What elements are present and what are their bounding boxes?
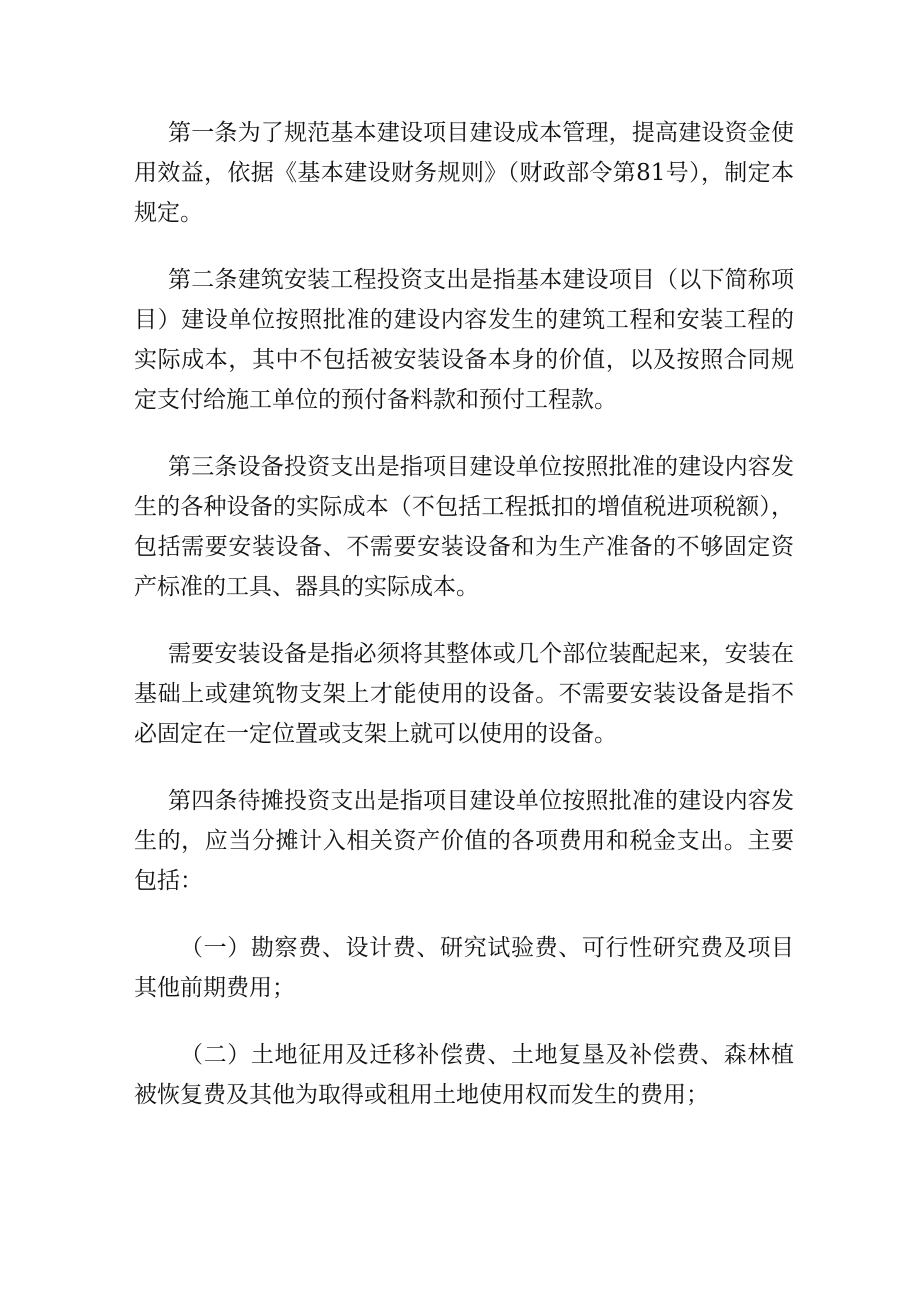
equipment-definition-paragraph: 需要安装设备是指必须将其整体或几个部位装配起来，安装在基础上或建筑物支架上才能使用的设备。不需要安装设备是指不必固定在一定位置或支架上就可以使用的设备。 <box>134 641 794 747</box>
article-1-paragraph: 第一条为了规范基本建设项目建设成本管理，提高建设资金使用效益，依据《基本建设财务规则》（财政部令第81号），制定本规定。 <box>134 120 794 226</box>
article-3-paragraph: 第三条设备投资支出是指项目建设单位按照批准的建设内容发生的各种设备的实际成本（不包括工程抵扣的增值税进项税额），包括需要安装设备、不需要安装设备和为生产准备的不够固定资产标准的工具、器具的实际成本。 <box>134 454 794 600</box>
document-body <box>134 113 794 1142</box>
article-2-paragraph: 第二条建筑安装工程投资支出是指基本建设项目（以下简称项目）建设单位按照批准的建设内容发生的建筑工程和安装工程的实际成本，其中不包括被安装设备本身的价值，以及按照合同规定支付给施工单位的预付备料款和预付工程款。 <box>134 267 794 413</box>
article-4-paragraph: 第四条待摊投资支出是指项目建设单位按照批准的建设内容发生的，应当分摊计入相关资产价值的各项费用和税金支出。主要包括： <box>134 788 794 894</box>
list-item-2: （二）土地征用及迁移补偿费、土地复垦及补偿费、森林植被恢复费及其他为取得或租用土地使用权而发生的费用； <box>134 1042 794 1108</box>
list-item-1: （一）勘察费、设计费、研究试验费、可行性研究费及项目其他前期费用； <box>134 935 794 1001</box>
